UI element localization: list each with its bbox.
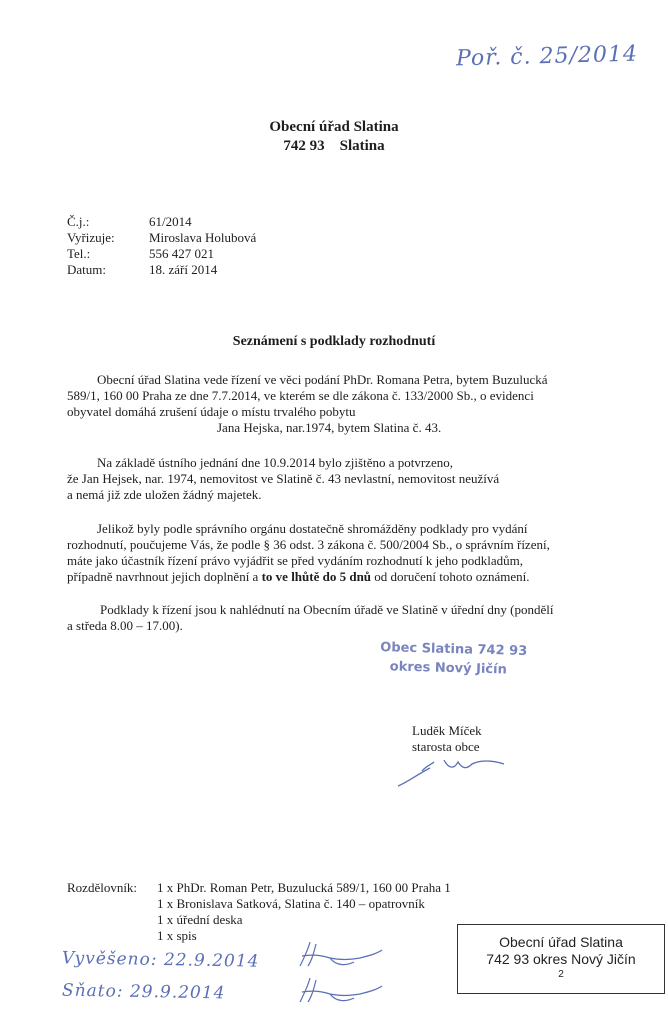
signer-block: [412, 723, 482, 755]
distribution-item: 1 x úřední deska: [157, 912, 243, 927]
distribution-row: [67, 928, 451, 944]
mayor-signature: [396, 752, 526, 792]
reference-block: [67, 214, 256, 278]
handwritten-removed-date: Sňato: 29.9.2014: [61, 980, 226, 1004]
distribution-row: [67, 880, 451, 896]
text-line: a nemá již zde uložen žádný majetek.: [67, 487, 262, 502]
distribution-item: 1 x Bronislava Satková, Slatina č. 140 – opatrovník: [157, 896, 425, 911]
document-title: Seznámení s podklady rozhodnutí: [232, 334, 436, 349]
clerk-signature-posted: [296, 938, 386, 972]
text-fragment: od doručení tohoto oznámení.: [371, 569, 530, 584]
distribution-label: Rozdělovník:: [67, 880, 138, 895]
meta-value: 18. září 2014: [149, 262, 218, 277]
signer-name: Luděk Míček: [412, 723, 482, 738]
text-line: Obecní úřad Slatina vede řízení ve věci podání PhDr. Romana Petra, bytem Buzulucká: [97, 372, 548, 387]
distribution-row: [67, 912, 451, 928]
text-line: Na základě ústního jednání dne 10.9.2014 bylo zjištěno a potvrzeno,: [97, 455, 453, 470]
clerk-signature-removed: [296, 974, 386, 1008]
signer-role: starosta obce: [412, 739, 480, 754]
text-line: 589/1, 160 00 Praha ze dne 7.7.2014, ve kterém se dle zákona č. 133/2000 Sb., o evidenci: [67, 388, 534, 403]
office-city: Slatina: [339, 138, 385, 154]
office-address: [0, 137, 668, 156]
meta-row-handled-by: [67, 230, 256, 246]
handwritten-reference-number: Poř. č. 25/2014: [455, 41, 639, 72]
text-line: že Jan Hejsek, nar. 1974, nemovitost ve Slatině č. 43 nevlastní, nemovitost neužívá: [67, 471, 500, 486]
letter-header: [0, 118, 668, 156]
paragraph-inspection: [67, 602, 627, 634]
handwritten-posted-date: Vyvěšeno: 22.9.2014: [61, 948, 260, 972]
stamp-box-line: Obecní úřad Slatina: [499, 934, 623, 950]
meta-value: 556 427 021: [149, 246, 214, 261]
paragraph-findings: [67, 455, 627, 503]
meta-row-date: [67, 262, 256, 278]
deadline-emphasis: to ve lhůtě do 5 dnů: [261, 569, 372, 584]
meta-value: 61/2014: [149, 214, 192, 229]
meta-label: Datum:: [67, 262, 106, 277]
meta-label: Tel.:: [67, 246, 91, 261]
text-line: Jana Hejska, nar.1974, bytem Slatina č. 43.: [217, 420, 442, 435]
text-line: rozhodnutí, poučujeme Vás, že podle § 36 odst. 3 zákona č. 500/2004 Sb., o správním řízení,: [67, 537, 550, 552]
office-name: Obecní úřad Slatina: [269, 119, 399, 135]
text-line: obyvatel domáhá zrušení údaje o místu trvalého pobytu: [67, 404, 356, 419]
paragraph-proceedings: [67, 372, 627, 436]
text-line: Podklady k řízení jsou k nahlédnutí na Obecním úřadě ve Slatině v úřední dny (pondělí: [100, 602, 554, 617]
stamp-line: okres Nový Jičín: [389, 659, 508, 678]
text-line: Jelikož byly podle správního orgánu dostatečně shromážděny podklady pro vydání: [97, 521, 528, 536]
municipality-stamp: [376, 638, 528, 680]
meta-value: Miroslava Holubová: [149, 230, 257, 245]
text-line: a středa 8.00 – 17.00).: [67, 618, 183, 633]
stamp-line: Obec Slatina 742 93: [380, 640, 528, 659]
text-line: máte jako účastník řízení právo vyjádřit se před vydáním rozhodnutí k jeho podkladům,: [67, 553, 523, 568]
text-fragment: případně navrhnout jejich doplnění a: [67, 569, 262, 584]
text-line: [67, 569, 627, 585]
stamp-box-number: 2: [558, 969, 564, 980]
meta-row-reference: [67, 214, 256, 230]
distribution-item: 1 x spis: [157, 928, 197, 943]
office-box-stamp: [457, 924, 665, 994]
distribution-list: [67, 880, 451, 944]
office-zip: 742 93: [283, 138, 325, 154]
distribution-item: 1 x PhDr. Roman Petr, Buzulucká 589/1, 160 00 Praha 1: [157, 880, 451, 895]
meta-label: Vyřizuje:: [67, 230, 115, 245]
distribution-row: [67, 896, 451, 912]
paragraph-instruction: [67, 521, 627, 585]
stamp-box-line: 742 93 okres Nový Jičín: [486, 951, 636, 967]
meta-label: Č.j.:: [67, 214, 90, 229]
meta-row-phone: [67, 246, 256, 262]
